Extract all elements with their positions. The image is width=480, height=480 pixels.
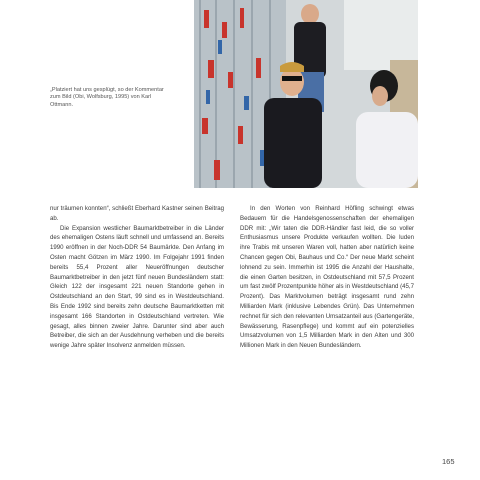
- text-column-right: [240, 204, 414, 351]
- paragraph: In den Worten von Reinhard Höfling schwingt etwas Bedauern für die Handelsgenossenschaften der ehemaligen DDR mit: „Wir taten die DDR-Händler fast leid, die so voller Enthusiasmus unsere Produkte verkaufen wollten. Die luden ihre Trabis mit unseren Waren voll, hatten aber natürlich keine Chancen gegen Obi, Bauhaus und Co.“ Der neue Markt scheint lohnend zu sein. Immerhin ist 1995 die Anzahl der Haushalte, die einen Garten besitzen, in Ostdeutschland mit 57,5 Prozent um fast zwölf Prozentpunkte höher als in Westdeutschland (45,7 Prozent). Das Marktvolumen beträgt insgesamt rund zehn Milliarden Mark (inklusive Lebendes Grün). Das Unternehmen rechnet für sich den relevanten Umsatzanteil aus (Gartengeräte, Bewässerung, Rasenpflege) und kommt auf ein potenzielles Umsatzvolumen von 1,5 Milliarden Mark in den Alten und 300 Millionen Mark in den Neuen Bundesländern.: [240, 205, 414, 350]
- text-column-left: [50, 204, 224, 351]
- paragraph: nur träumen konnten“, schließt Eberhard Kastner seinen Beitrag ab.: [50, 205, 224, 222]
- photo-illustration: [194, 0, 418, 188]
- paragraph: Die Expansion westlicher Baumarktbetreiber in die Länder des ehemaligen Ostens läuft schnell und umfassend an. Bereits 1990 eröffnen in der Noch-DDR 54 Baumärkte. Den Anfang im Osten macht Götzen im März 1990. Im Folgejahr 1991 finden bereits 55,4 Prozent aller Neueröffnungen deutscher Baumarktbetreiber in den jetzt fünf neuen Bundesländern statt: Gleich 122 der insgesamt 221 neuen Standorte gehen in Ostdeutschland an den Start, 99 sind es in Westdeutschland. Bis Ende 1992 sind bereits zehn deutsche Baumarktketten mit insgesamt 166 Standorten in Ostdeutschland vertreten. Wie gesagt, alles binnen zweier Jahre. Darunter sind aber auch Betreiber, die sich an der Ausdehnung verheben und die bereits wenige Jahre später Insolvenz anmelden müssen.: [50, 224, 224, 350]
- page-number: 165: [442, 457, 455, 466]
- photo-caption: „Platziert hat uns gesplügt, so der Kommentar zum Bild (Obi, Wolfsburg, 1995) von Karl Ottmann.: [50, 87, 164, 108]
- store-photo: [194, 0, 418, 188]
